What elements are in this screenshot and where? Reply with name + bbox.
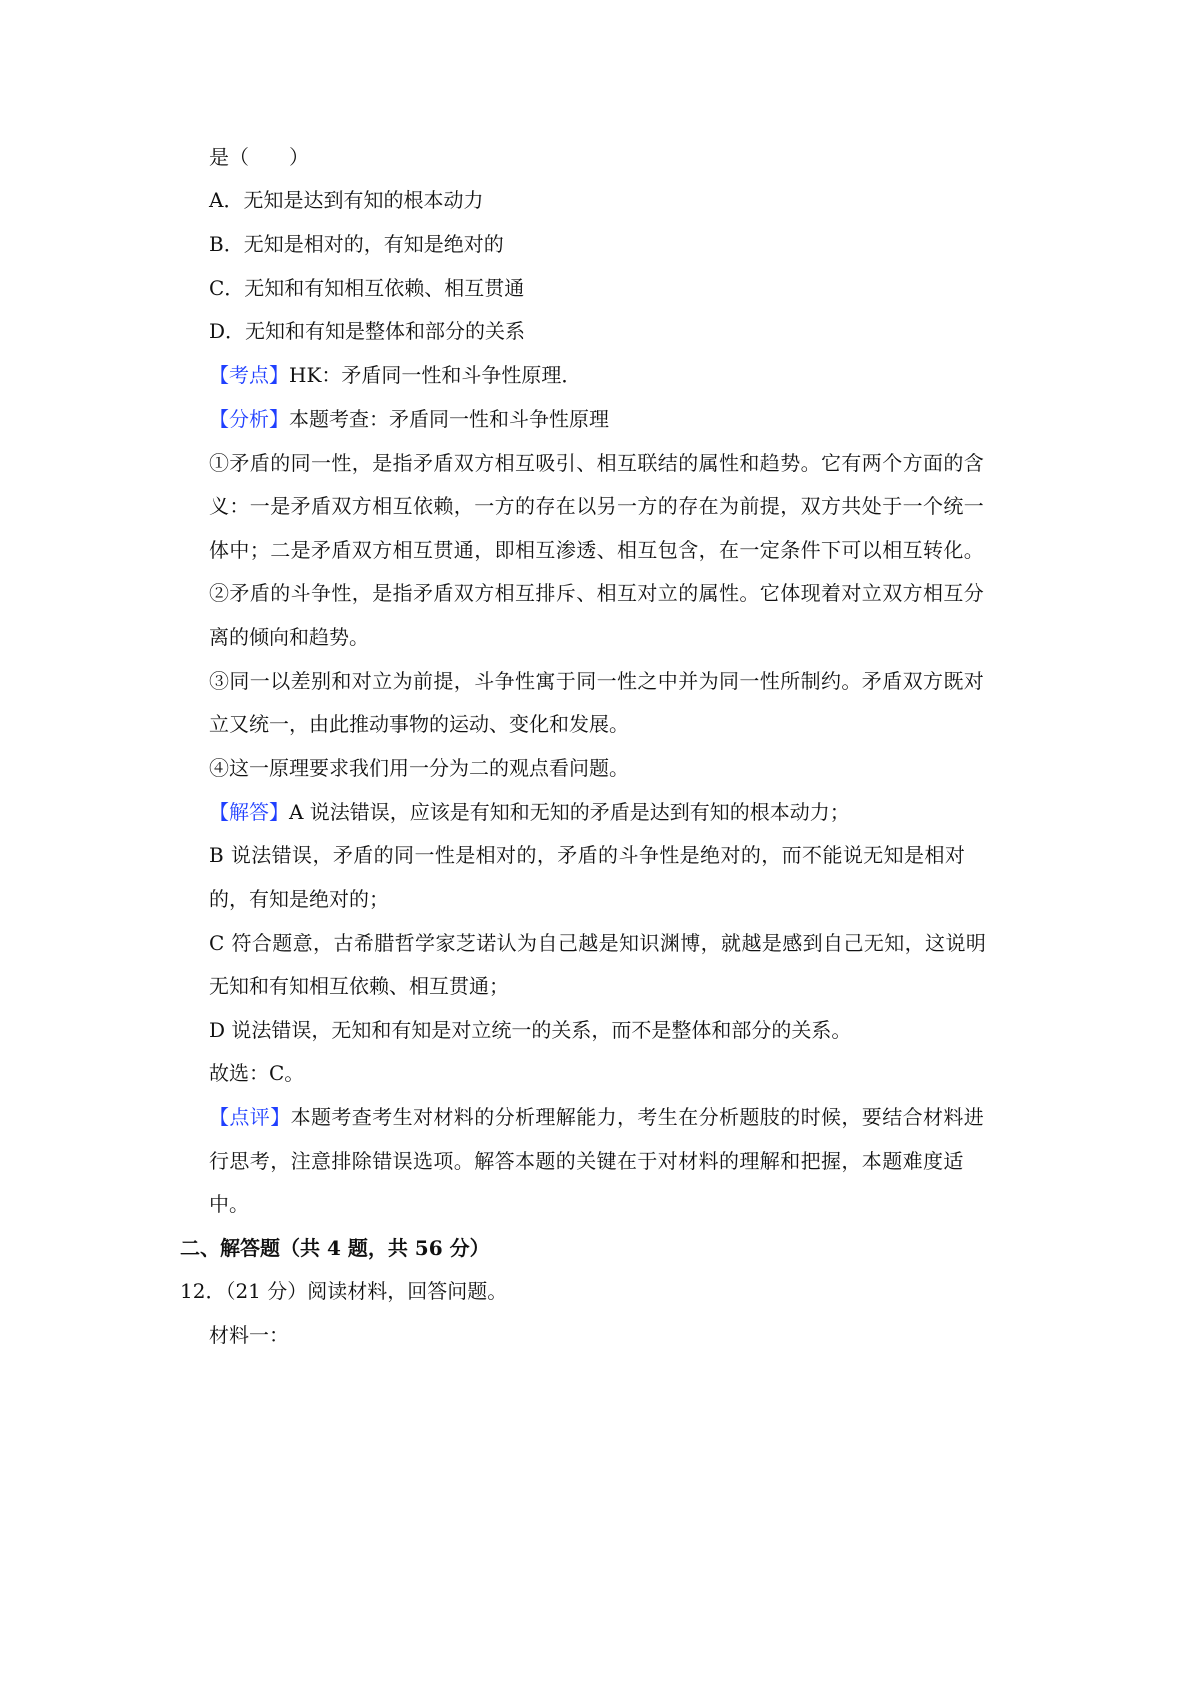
option-a: A．无知是达到有知的根本动力	[209, 188, 484, 212]
answer-line: 无知和有知相互依赖、相互贯通；	[209, 974, 509, 998]
fenxi-line	[209, 407, 1029, 431]
kaodian-tag: 【考点】	[209, 363, 289, 387]
option-c: C．无知和有知相互依赖、相互贯通	[209, 276, 525, 300]
comment-line: 中。	[209, 1192, 249, 1216]
fenxi-tag: 【分析】	[209, 407, 289, 431]
jieda-line	[209, 800, 1029, 824]
answer-line: 的，有知是绝对的；	[209, 887, 389, 911]
question-12-stem: 12．（21 分）阅读材料，回答问题。	[180, 1279, 508, 1303]
kaodian-line	[209, 363, 1029, 387]
answer-line: 故选：C。	[209, 1061, 305, 1085]
answer-line: C 符合题意，古希腊哲学家芝诺认为自己越是知识渊博，就越是感到自己无知，这说明	[209, 931, 987, 955]
jieda-text: A 说法错误，应该是有知和无知的矛盾是达到有知的根本动力；	[289, 800, 850, 824]
section-heading: 二、解答题（共 4 题，共 56 分）	[180, 1236, 490, 1260]
analysis-line: ②矛盾的斗争性，是指矛盾双方相互排斥、相互对立的属性。它体现着对立双方相互分	[209, 581, 985, 605]
jieda-tag: 【解答】	[209, 800, 289, 824]
analysis-line: ③同一以差别和对立为前提，斗争性寓于同一性之中并为同一性所制约。矛盾双方既对	[209, 669, 985, 693]
analysis-line: 义：一是矛盾双方相互依赖，一方的存在以另一方的存在为前提，双方共处于一个统一	[209, 494, 985, 518]
kaodian-text: HK：矛盾同一性和斗争性原理．	[289, 363, 582, 387]
option-d: D．无知和有知是整体和部分的关系	[209, 319, 526, 343]
fenxi-text: 本题考查：矛盾同一性和斗争性原理	[289, 407, 609, 431]
analysis-line: 体中；二是矛盾双方相互贯通，即相互渗透、相互包含，在一定条件下可以相互转化。	[209, 538, 985, 562]
option-b: B．无知是相对的，有知是绝对的	[209, 232, 504, 256]
analysis-line: 离的倾向和趋势。	[209, 625, 369, 649]
dianping-text: 本题考查考生对材料的分析理解能力，考生在分析题肢的时候，要结合材料进	[290, 1105, 985, 1129]
question-stem-tail: 是（ ）	[209, 145, 309, 169]
dianping-line	[209, 1105, 1029, 1129]
dianping-tag: 【点评】	[209, 1105, 291, 1129]
material-one-label: 材料一：	[209, 1323, 289, 1347]
analysis-line: 立又统一，由此推动事物的运动、变化和发展。	[209, 712, 629, 736]
analysis-line: ①矛盾的同一性，是指矛盾双方相互吸引、相互联结的属性和趋势。它有两个方面的含	[209, 451, 985, 475]
answer-line: B 说法错误，矛盾的同一性是相对的，矛盾的斗争性是绝对的，而不能说无知是相对	[209, 843, 966, 867]
analysis-line: ④这一原理要求我们用一分为二的观点看问题。	[209, 756, 629, 780]
answer-line: D 说法错误，无知和有知是对立统一的关系，而不是整体和部分的关系。	[209, 1018, 852, 1042]
comment-line: 行思考，注意排除错误选项。解答本题的关键在于对材料的理解和把握，本题难度适	[209, 1149, 964, 1173]
